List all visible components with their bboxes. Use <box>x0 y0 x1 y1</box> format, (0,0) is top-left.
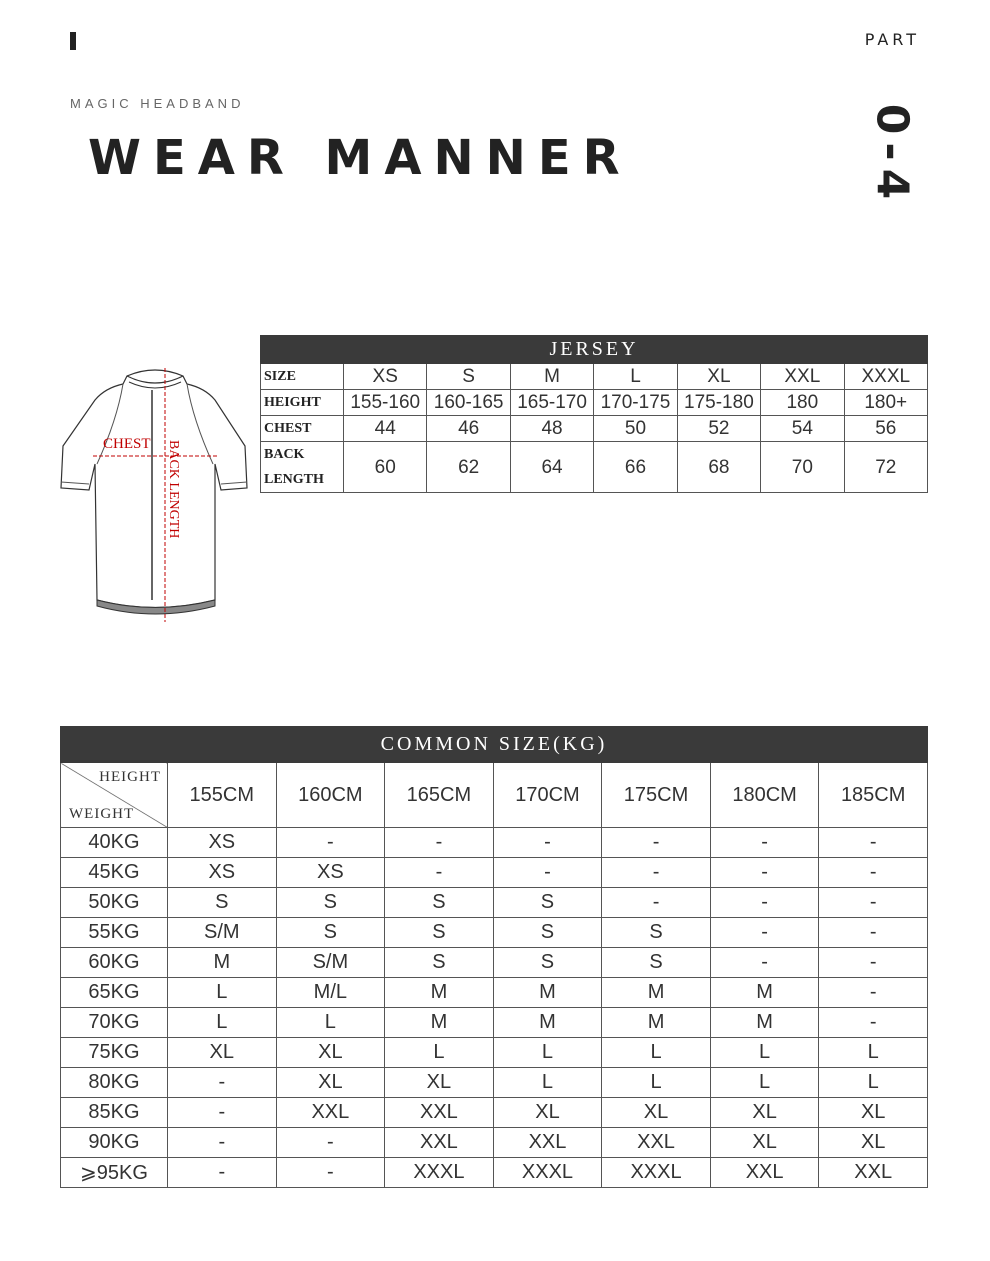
part-number <box>862 90 922 220</box>
size-cell: - <box>819 918 928 948</box>
row-label: BACK LENGTH <box>261 442 344 493</box>
table-row <box>61 1098 928 1128</box>
size-cell: M <box>710 978 819 1008</box>
table-cell: 160-165 <box>427 390 510 416</box>
table-row <box>61 828 928 858</box>
size-cell: S/M <box>276 948 385 978</box>
table-cell: 72 <box>844 442 927 493</box>
size-cell: XL <box>819 1098 928 1128</box>
table-row <box>61 1008 928 1038</box>
size-cell: M/L <box>276 978 385 1008</box>
table-cell: XL <box>677 364 760 390</box>
size-cell: S <box>385 888 494 918</box>
size-cell: - <box>819 888 928 918</box>
part-label: PART <box>864 30 920 49</box>
weight-label: 45KG <box>61 858 168 888</box>
table-cell: S <box>427 364 510 390</box>
weight-label: 50KG <box>61 888 168 918</box>
size-cell: XXL <box>819 1158 928 1188</box>
weight-label: 80KG <box>61 1068 168 1098</box>
size-cell: M <box>168 948 277 978</box>
table-cell: XS <box>344 364 427 390</box>
size-cell: XXXL <box>602 1158 711 1188</box>
size-cell: - <box>710 888 819 918</box>
size-cell: S <box>385 918 494 948</box>
corner-height-label: HEIGHT <box>99 769 161 785</box>
size-cell: S <box>276 888 385 918</box>
size-cell: XL <box>602 1098 711 1128</box>
weight-label: 75KG <box>61 1038 168 1068</box>
table-cell: 48 <box>510 416 593 442</box>
size-cell: - <box>168 1068 277 1098</box>
row-label: HEIGHT <box>261 390 344 416</box>
size-cell: L <box>602 1038 711 1068</box>
table-cell: 54 <box>761 416 844 442</box>
table-cell: L <box>594 364 677 390</box>
row-label: CHEST <box>261 416 344 442</box>
table-cell: 52 <box>677 416 760 442</box>
size-cell: XXL <box>276 1098 385 1128</box>
size-cell: L <box>276 1008 385 1038</box>
weight-label: 55KG <box>61 918 168 948</box>
size-cell: - <box>385 828 494 858</box>
height-header: 185CM <box>819 763 928 828</box>
common-size-table <box>60 726 928 1188</box>
table-cell: 64 <box>510 442 593 493</box>
size-cell: XXL <box>493 1128 602 1158</box>
size-cell: M <box>493 978 602 1008</box>
size-cell: XL <box>168 1038 277 1068</box>
table-cell: 180 <box>761 390 844 416</box>
jersey-illustration <box>55 360 255 630</box>
size-cell: - <box>276 1128 385 1158</box>
row-label: SIZE <box>261 364 344 390</box>
size-cell: M <box>493 1008 602 1038</box>
jersey-size-table <box>260 335 928 493</box>
size-cell: L <box>819 1038 928 1068</box>
size-cell: L <box>602 1068 711 1098</box>
size-cell: - <box>819 858 928 888</box>
table-row <box>61 858 928 888</box>
size-cell: S <box>385 948 494 978</box>
weight-label: 40KG <box>61 828 168 858</box>
weight-label: ⩾95KG <box>61 1158 168 1188</box>
weight-label: 90KG <box>61 1128 168 1158</box>
table-row <box>61 888 928 918</box>
size-cell: - <box>602 828 711 858</box>
size-cell: S <box>493 948 602 978</box>
size-cell: - <box>602 888 711 918</box>
size-cell: XL <box>819 1128 928 1158</box>
size-cell: L <box>493 1068 602 1098</box>
size-cell: S <box>602 948 711 978</box>
size-cell: M <box>602 978 711 1008</box>
table-cell: 46 <box>427 416 510 442</box>
table-row <box>61 1038 928 1068</box>
table-cell: 44 <box>344 416 427 442</box>
table-cell: 155-160 <box>344 390 427 416</box>
size-cell: XS <box>276 858 385 888</box>
table-cell: M <box>510 364 593 390</box>
table-row <box>61 1068 928 1098</box>
height-header: 160CM <box>276 763 385 828</box>
table-cell: 70 <box>761 442 844 493</box>
size-cell: M <box>602 1008 711 1038</box>
corner-weight-label: WEIGHT <box>69 806 135 822</box>
size-cell: L <box>819 1068 928 1098</box>
size-cell: L <box>493 1038 602 1068</box>
height-header-row <box>61 763 928 828</box>
size-cell: - <box>819 828 928 858</box>
size-cell: XL <box>276 1068 385 1098</box>
page-title: WEAR MANNER <box>88 130 632 186</box>
size-cell: - <box>710 828 819 858</box>
size-cell: - <box>168 1158 277 1188</box>
size-cell: XL <box>493 1098 602 1128</box>
size-cell: S <box>602 918 711 948</box>
table-cell: 66 <box>594 442 677 493</box>
size-cell: - <box>168 1098 277 1128</box>
size-cell: S <box>168 888 277 918</box>
size-cell: XXL <box>710 1158 819 1188</box>
table-row <box>61 948 928 978</box>
back-length-label: BACK LENGTH <box>166 440 181 539</box>
size-cell: - <box>710 918 819 948</box>
size-cell: XL <box>385 1068 494 1098</box>
table-row <box>261 390 928 416</box>
height-header: 175CM <box>602 763 711 828</box>
size-cell: - <box>385 858 494 888</box>
table-row <box>61 1158 928 1188</box>
table-cell: 175-180 <box>677 390 760 416</box>
table-cell: 68 <box>677 442 760 493</box>
corner-cell <box>61 763 168 828</box>
weight-label: 70KG <box>61 1008 168 1038</box>
weight-label: 65KG <box>61 978 168 1008</box>
table-row <box>61 918 928 948</box>
table-cell: XXXL <box>844 364 927 390</box>
jersey-table-title: JERSEY <box>261 336 928 364</box>
table-cell: 180+ <box>844 390 927 416</box>
size-cell: M <box>385 978 494 1008</box>
size-cell: XL <box>276 1038 385 1068</box>
size-cell: - <box>710 858 819 888</box>
size-cell: - <box>168 1128 277 1158</box>
size-cell: XXL <box>385 1128 494 1158</box>
table-row <box>61 1128 928 1158</box>
table-cell: 170-175 <box>594 390 677 416</box>
size-cell: L <box>710 1068 819 1098</box>
weight-label: 60KG <box>61 948 168 978</box>
height-header: 180CM <box>710 763 819 828</box>
size-cell: L <box>710 1038 819 1068</box>
size-cell: XL <box>710 1128 819 1158</box>
size-cell: S <box>493 918 602 948</box>
part-number-text: 0-4 <box>866 103 918 207</box>
size-cell: - <box>493 828 602 858</box>
size-cell: - <box>276 1158 385 1188</box>
chest-label: CHEST <box>103 436 151 452</box>
size-cell: XXL <box>602 1128 711 1158</box>
size-cell: XS <box>168 828 277 858</box>
size-cell: - <box>602 858 711 888</box>
size-cell: S/M <box>168 918 277 948</box>
table-row <box>261 364 928 390</box>
size-cell: L <box>385 1038 494 1068</box>
common-table-title: COMMON SIZE(KG) <box>61 727 928 763</box>
table-cell: 60 <box>344 442 427 493</box>
table-row <box>261 416 928 442</box>
size-cell: - <box>710 948 819 978</box>
height-header: 165CM <box>385 763 494 828</box>
table-row <box>61 978 928 1008</box>
size-cell: L <box>168 978 277 1008</box>
page-subtitle: MAGIC HEADBAND <box>70 96 245 111</box>
size-cell: XL <box>710 1098 819 1128</box>
size-cell: L <box>168 1008 277 1038</box>
size-cell: - <box>276 828 385 858</box>
size-cell: XXL <box>385 1098 494 1128</box>
height-header: 155CM <box>168 763 277 828</box>
size-cell: XXXL <box>385 1158 494 1188</box>
size-cell: XXXL <box>493 1158 602 1188</box>
size-cell: - <box>819 978 928 1008</box>
size-cell: S <box>493 888 602 918</box>
table-row <box>261 442 928 493</box>
height-header: 170CM <box>493 763 602 828</box>
size-cell: M <box>385 1008 494 1038</box>
table-cell: 62 <box>427 442 510 493</box>
size-cell: - <box>819 948 928 978</box>
size-cell: - <box>493 858 602 888</box>
size-cell: S <box>276 918 385 948</box>
table-cell: XXL <box>761 364 844 390</box>
table-cell: 50 <box>594 416 677 442</box>
size-cell: - <box>819 1008 928 1038</box>
size-cell: M <box>710 1008 819 1038</box>
size-cell: XS <box>168 858 277 888</box>
table-cell: 165-170 <box>510 390 593 416</box>
section-marker <box>70 32 76 50</box>
table-cell: 56 <box>844 416 927 442</box>
weight-label: 85KG <box>61 1098 168 1128</box>
